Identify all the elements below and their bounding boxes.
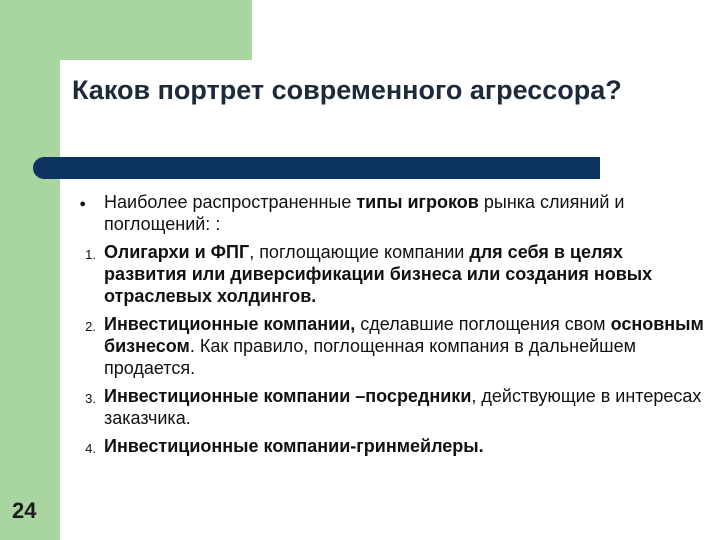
list-item xyxy=(68,385,708,429)
bullet-icon: ● xyxy=(79,198,86,210)
list-item-text: Инвестиционные компании, сделавшие поглощения свом основным бизнесом. Как правило, поглощенная компания в дальнейшем продается. xyxy=(104,314,704,378)
list-item-text: Олигархи и ФПГ, поглощающие компании для себя в целях развития или диверсификации бизнеса или создания новых отраслевых холдингов. xyxy=(104,242,653,306)
intro-text: Наиболее распространенные типы игроков рынка слияний и поглощений: : xyxy=(104,192,625,234)
top-accent-band xyxy=(0,0,252,60)
list-item xyxy=(68,313,708,379)
slide-content xyxy=(68,191,708,460)
list-number: 1. xyxy=(85,247,96,262)
left-accent-band xyxy=(0,0,60,540)
list-number: 3. xyxy=(85,391,96,406)
slide-number: 24 xyxy=(12,498,37,523)
title-underline-bar xyxy=(33,157,600,179)
list-item-text: Инвестиционные компании –посредники, действующие в интересах заказчика. xyxy=(104,386,702,428)
list-item xyxy=(68,241,708,307)
list-item-text: Инвестиционные компании-гринмейлеры. xyxy=(104,436,484,456)
list-number: 4. xyxy=(85,441,96,456)
list-item xyxy=(68,435,708,460)
list-number: 2. xyxy=(85,319,96,334)
slide-title: Каков портрет современного агрессора? xyxy=(72,75,622,105)
intro-bullet xyxy=(68,191,708,235)
